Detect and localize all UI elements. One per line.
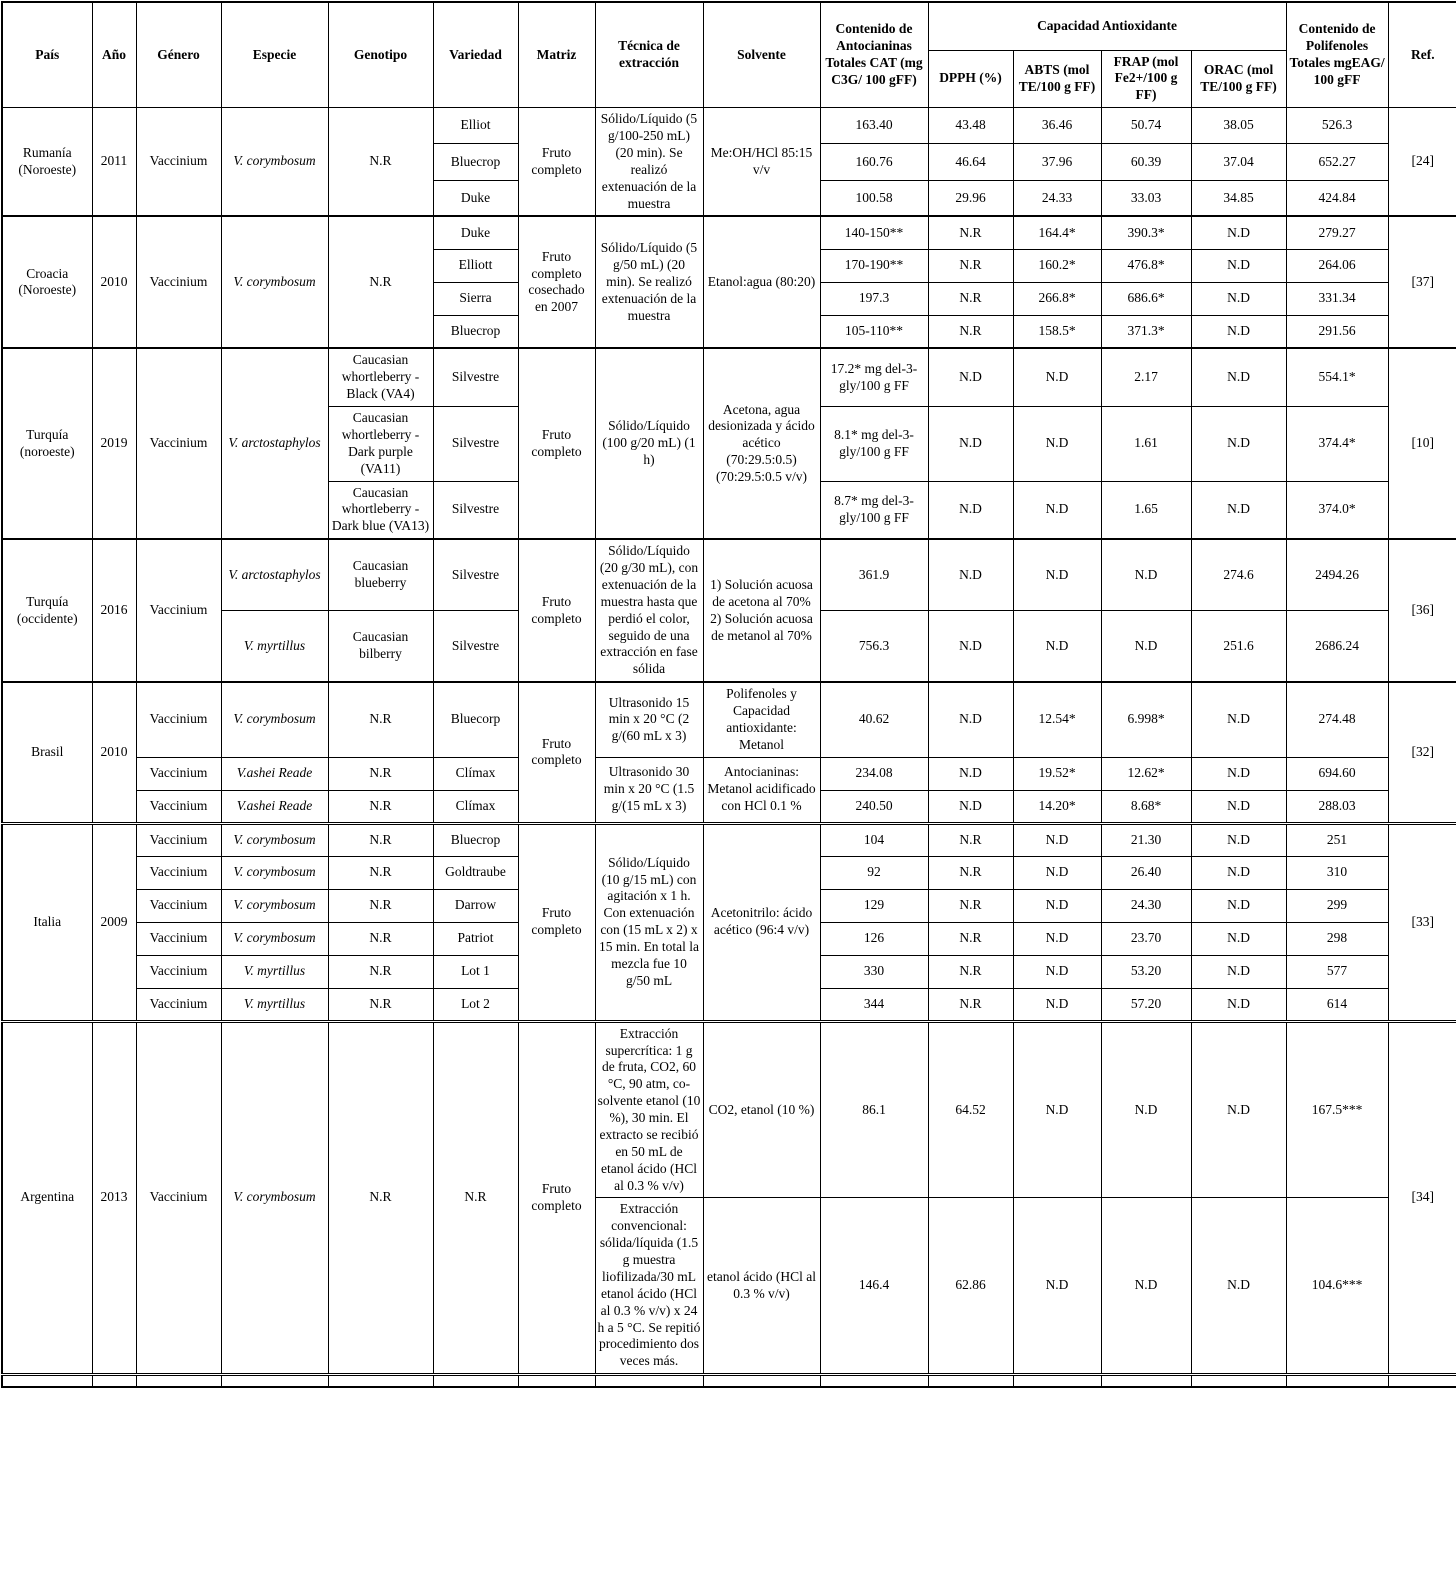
cell-matriz: Fruto completo xyxy=(518,348,595,539)
header-ano: Año xyxy=(92,2,136,108)
cell-cat: 756.3 xyxy=(820,611,928,683)
cell-dpph: N.R xyxy=(928,249,1013,282)
cell-orac: 274.6 xyxy=(1191,539,1286,611)
cell-orac: N.D xyxy=(1191,1021,1286,1198)
cell-especie: V. arctostaphylos xyxy=(221,539,328,611)
cell-ref: [10] xyxy=(1388,348,1456,539)
cell-especie: V. corymbosum xyxy=(221,108,328,217)
cell-cat: 146.4 xyxy=(820,1198,928,1375)
cell-variedad: Silvestre xyxy=(433,407,518,482)
cell-genotipo: N.R xyxy=(328,108,433,217)
cell-polifenoles: 374.4* xyxy=(1286,407,1388,482)
cell-cat: 170-190** xyxy=(820,249,928,282)
cell-variedad: Bluecrop xyxy=(433,315,518,348)
cell-dpph: N.D xyxy=(928,611,1013,683)
cell-cat: 100.58 xyxy=(820,180,928,216)
cell-orac: N.D xyxy=(1191,856,1286,889)
cell-polifenoles: 310 xyxy=(1286,856,1388,889)
cell-genotipo: N.R xyxy=(328,216,433,348)
cell-dpph: N.D xyxy=(928,407,1013,482)
cell-frap: 26.40 xyxy=(1101,856,1191,889)
cell-pais: Turquía (occidente) xyxy=(2,539,92,682)
cell-abts: N.D xyxy=(1013,1198,1101,1375)
cell-cat: 163.40 xyxy=(820,108,928,144)
header-orac: ORAC (mol TE/100 g FF) xyxy=(1191,50,1286,108)
cell-genotipo: Caucasian whortleberry - Black (VA4) xyxy=(328,348,433,406)
cell-orac xyxy=(1191,1375,1286,1387)
cell-abts: N.D xyxy=(1013,1021,1101,1198)
cell-ref xyxy=(1388,1375,1456,1387)
cell-dpph: N.D xyxy=(928,348,1013,406)
cell-genero: Vaccinium xyxy=(136,955,221,988)
cell-dpph: N.R xyxy=(928,216,1013,249)
cell-dpph: N.R xyxy=(928,955,1013,988)
antioxidant-review-table xyxy=(1,1,1456,1388)
cell-polifenoles: 274.48 xyxy=(1286,682,1388,757)
cell-especie: V. corymbosum xyxy=(221,216,328,348)
cell-frap: 50.74 xyxy=(1101,108,1191,144)
cell-polifenoles: 331.34 xyxy=(1286,282,1388,315)
cell-especie: V. corymbosum xyxy=(221,682,328,757)
cell-especie: V. arctostaphylos xyxy=(221,348,328,539)
cell-orac: N.D xyxy=(1191,757,1286,790)
cell-genero: Vaccinium xyxy=(136,988,221,1021)
cell-abts: N.D xyxy=(1013,481,1101,539)
cell-solvente: Acetonitrilo: ácido acético (96:4 v/v) xyxy=(703,823,820,1021)
cell-abts: 37.96 xyxy=(1013,144,1101,180)
cell-especie: V. myrtillus xyxy=(221,955,328,988)
cell-abts: 266.8* xyxy=(1013,282,1101,315)
cell-cat: 330 xyxy=(820,955,928,988)
cell-ano xyxy=(92,1375,136,1387)
cell-abts: N.D xyxy=(1013,823,1101,856)
cell-variedad: Patriot xyxy=(433,922,518,955)
cell-dpph: N.R xyxy=(928,856,1013,889)
cell-genero: Vaccinium xyxy=(136,216,221,348)
cell-abts: 14.20* xyxy=(1013,790,1101,823)
cell-ano: 2010 xyxy=(92,682,136,823)
cell-frap: 12.62* xyxy=(1101,757,1191,790)
cell-genero: Vaccinium xyxy=(136,539,221,682)
cell-solvente: CO2, etanol (10 %) xyxy=(703,1021,820,1198)
cell-variedad: Bluecrop xyxy=(433,144,518,180)
cell-cat: 92 xyxy=(820,856,928,889)
cell-genero xyxy=(136,1375,221,1387)
cell-polifenoles: 614 xyxy=(1286,988,1388,1021)
cell-genotipo: N.R xyxy=(328,757,433,790)
cell-solvente: Polifenoles y Capacidad antioxidante: Metanol xyxy=(703,682,820,757)
table-row xyxy=(2,108,1456,144)
cell-frap: 371.3* xyxy=(1101,315,1191,348)
cell-cat: 8.1* mg del-3-gly/100 g FF xyxy=(820,407,928,482)
header-especie: Especie xyxy=(221,2,328,108)
cell-polifenoles: 264.06 xyxy=(1286,249,1388,282)
cell-abts: N.D xyxy=(1013,348,1101,406)
cell-ano: 2010 xyxy=(92,216,136,348)
cell-especie: V. corymbosum xyxy=(221,922,328,955)
cell-solvente: Antocianinas: Metanol acidificado con HCl 0.1 % xyxy=(703,757,820,823)
cell-genotipo: N.R xyxy=(328,1021,433,1375)
cell-genero: Vaccinium xyxy=(136,1021,221,1375)
cell-tecnica: Sólido/Líquido (5 g/50 mL) (20 min). Se realizó extenuación de la muestra xyxy=(595,216,703,348)
cell-orac: N.D xyxy=(1191,216,1286,249)
cell-pais xyxy=(2,1375,92,1387)
cell-tecnica xyxy=(595,1375,703,1387)
cell-solvente: 1) Solución acuosa de acetona al 70% 2) Solución acuosa de metanol al 70% xyxy=(703,539,820,682)
table-row xyxy=(2,2,1456,50)
cell-variedad: Darrow xyxy=(433,889,518,922)
cell-pais: Croacia (Noroeste) xyxy=(2,216,92,348)
cell-especie: V. myrtillus xyxy=(221,611,328,683)
cell-cat: 361.9 xyxy=(820,539,928,611)
cell-abts: 160.2* xyxy=(1013,249,1101,282)
cell-tecnica: Sólido/Líquido (100 g/20 mL) (1 h) xyxy=(595,348,703,539)
cell-ano: 2013 xyxy=(92,1021,136,1375)
cell-orac: N.D xyxy=(1191,955,1286,988)
table-row xyxy=(2,348,1456,406)
cell-polifenoles: 694.60 xyxy=(1286,757,1388,790)
cell-polifenoles: 167.5*** xyxy=(1286,1021,1388,1198)
cell-genotipo: N.R xyxy=(328,856,433,889)
cell-polifenoles: 299 xyxy=(1286,889,1388,922)
header-frap: FRAP (mol Fe2+/100 g FF) xyxy=(1101,50,1191,108)
cell-polifenoles: 526.3 xyxy=(1286,108,1388,144)
cell-cat: 344 xyxy=(820,988,928,1021)
cell-frap: 24.30 xyxy=(1101,889,1191,922)
cell-especie: V. corymbosum xyxy=(221,856,328,889)
cell-genotipo: N.R xyxy=(328,823,433,856)
cell-pais: Italia xyxy=(2,823,92,1021)
header-capacidad-antioxidante: Capacidad Antioxidante xyxy=(928,2,1286,50)
cell-orac: N.D xyxy=(1191,1198,1286,1375)
cell-dpph xyxy=(928,1375,1013,1387)
cell-orac: N.D xyxy=(1191,790,1286,823)
cell-frap: 57.20 xyxy=(1101,988,1191,1021)
cell-solvente xyxy=(703,1375,820,1387)
header-dpph: DPPH (%) xyxy=(928,50,1013,108)
cell-genero: Vaccinium xyxy=(136,790,221,823)
cell-dpph: N.D xyxy=(928,757,1013,790)
header-polifenoles: Contenido de Polifenoles Totales mgEAG/ 100 gFF xyxy=(1286,2,1388,108)
cell-ano: 2009 xyxy=(92,823,136,1021)
cell-dpph: 29.96 xyxy=(928,180,1013,216)
table-row xyxy=(2,1375,1456,1387)
cell-especie: V. corymbosum xyxy=(221,823,328,856)
header-genero: Género xyxy=(136,2,221,108)
cell-polifenoles: 288.03 xyxy=(1286,790,1388,823)
cell-especie: V. corymbosum xyxy=(221,889,328,922)
cell-variedad: Silvestre xyxy=(433,348,518,406)
cell-genotipo: N.R xyxy=(328,682,433,757)
cell-dpph: N.R xyxy=(928,315,1013,348)
cell-orac: N.D xyxy=(1191,922,1286,955)
cell-genotipo: Caucasian blueberry xyxy=(328,539,433,611)
cell-variedad: Clímax xyxy=(433,790,518,823)
table-row xyxy=(2,682,1456,757)
cell-tecnica: Sólido/Líquido (10 g/15 mL) con agitación x 1 h. Con extenuación con (15 mL x 2) x 15 min. En total la mezcla fue 10 g/50 mL xyxy=(595,823,703,1021)
cell-cat: 197.3 xyxy=(820,282,928,315)
cell-frap: 8.68* xyxy=(1101,790,1191,823)
cell-cat xyxy=(820,1375,928,1387)
cell-orac: N.D xyxy=(1191,823,1286,856)
cell-abts: N.D xyxy=(1013,955,1101,988)
cell-dpph: N.R xyxy=(928,889,1013,922)
cell-frap xyxy=(1101,1375,1191,1387)
cell-orac: N.D xyxy=(1191,481,1286,539)
cell-matriz: Fruto completo xyxy=(518,108,595,217)
cell-genero: Vaccinium xyxy=(136,922,221,955)
cell-polifenoles: 251 xyxy=(1286,823,1388,856)
cell-abts: N.D xyxy=(1013,611,1101,683)
cell-variedad: Silvestre xyxy=(433,539,518,611)
cell-abts: N.D xyxy=(1013,889,1101,922)
cell-variedad: Bluecrop xyxy=(433,823,518,856)
cell-frap: 1.65 xyxy=(1101,481,1191,539)
header-solvente: Solvente xyxy=(703,2,820,108)
cell-genotipo: Caucasian whortleberry - Dark blue (VA13) xyxy=(328,481,433,539)
cell-cat: 104 xyxy=(820,823,928,856)
cell-frap: 60.39 xyxy=(1101,144,1191,180)
cell-polifenoles: 2686.24 xyxy=(1286,611,1388,683)
cell-ref: [33] xyxy=(1388,823,1456,1021)
cell-ano: 2016 xyxy=(92,539,136,682)
cell-cat: 240.50 xyxy=(820,790,928,823)
cell-matriz: Fruto completo xyxy=(518,539,595,682)
cell-variedad: Duke xyxy=(433,216,518,249)
cell-solvente: Acetona, agua desionizada y ácido acético (70:29.5:0.5) (70:29.5:0.5 v/v) xyxy=(703,348,820,539)
cell-frap: 21.30 xyxy=(1101,823,1191,856)
cell-dpph: N.R xyxy=(928,922,1013,955)
cell-matriz: Fruto completo xyxy=(518,682,595,823)
header-matriz: Matriz xyxy=(518,2,595,108)
header-variedad: Variedad xyxy=(433,2,518,108)
cell-frap: N.D xyxy=(1101,539,1191,611)
table-row xyxy=(2,757,1456,790)
header-cat: Contenido de Antocianinas Totales CAT (mg C3G/ 100 gFF) xyxy=(820,2,928,108)
cell-frap: N.D xyxy=(1101,1198,1191,1375)
cell-frap: 33.03 xyxy=(1101,180,1191,216)
cell-genero: Vaccinium xyxy=(136,108,221,217)
cell-polifenoles xyxy=(1286,1375,1388,1387)
cell-tecnica: Extracción convencional: sólida/líquida (1.5 g muestra liofilizada/30 mL etanol ácido (HCl al 0.3 % v/v) x 24 h a 5 °C. Se repitió procedimiento dos veces más. xyxy=(595,1198,703,1375)
cell-genero: Vaccinium xyxy=(136,856,221,889)
cell-ano: 2011 xyxy=(92,108,136,217)
table-row xyxy=(2,1021,1456,1198)
cell-ref: [36] xyxy=(1388,539,1456,682)
cell-frap: 2.17 xyxy=(1101,348,1191,406)
cell-variedad: Sierra xyxy=(433,282,518,315)
cell-dpph: N.D xyxy=(928,682,1013,757)
cell-dpph: N.R xyxy=(928,282,1013,315)
cell-genotipo: N.R xyxy=(328,790,433,823)
cell-orac: 34.85 xyxy=(1191,180,1286,216)
cell-dpph: 64.52 xyxy=(928,1021,1013,1198)
cell-genero: Vaccinium xyxy=(136,889,221,922)
cell-pais: Brasil xyxy=(2,682,92,823)
cell-polifenoles: 424.84 xyxy=(1286,180,1388,216)
cell-frap: 53.20 xyxy=(1101,955,1191,988)
cell-abts: 164.4* xyxy=(1013,216,1101,249)
cell-pais: Argentina xyxy=(2,1021,92,1375)
cell-variedad: Duke xyxy=(433,180,518,216)
cell-orac: N.D xyxy=(1191,249,1286,282)
header-tecnica: Técnica de extracción xyxy=(595,2,703,108)
cell-polifenoles: 2494.26 xyxy=(1286,539,1388,611)
cell-cat: 234.08 xyxy=(820,757,928,790)
cell-cat: 129 xyxy=(820,889,928,922)
cell-polifenoles: 652.27 xyxy=(1286,144,1388,180)
cell-orac: N.D xyxy=(1191,315,1286,348)
cell-dpph: N.D xyxy=(928,481,1013,539)
cell-dpph: 62.86 xyxy=(928,1198,1013,1375)
cell-genotipo: Caucasian bilberry xyxy=(328,611,433,683)
cell-genotipo: Caucasian whortleberry - Dark purple (VA11) xyxy=(328,407,433,482)
cell-orac: N.D xyxy=(1191,407,1286,482)
cell-abts: N.D xyxy=(1013,856,1101,889)
cell-orac: N.D xyxy=(1191,282,1286,315)
cell-frap: 390.3* xyxy=(1101,216,1191,249)
cell-variedad: Silvestre xyxy=(433,481,518,539)
cell-genotipo: N.R xyxy=(328,955,433,988)
cell-polifenoles: 279.27 xyxy=(1286,216,1388,249)
cell-abts: 36.46 xyxy=(1013,108,1101,144)
cell-abts: 12.54* xyxy=(1013,682,1101,757)
cell-tecnica: Ultrasonido 15 min x 20 °C (2 g/(60 mL x 3) xyxy=(595,682,703,757)
cell-matriz: Fruto completo xyxy=(518,823,595,1021)
cell-polifenoles: 554.1* xyxy=(1286,348,1388,406)
header-pais: País xyxy=(2,2,92,108)
cell-ano: 2019 xyxy=(92,348,136,539)
cell-pais: Rumanía (Noroeste) xyxy=(2,108,92,217)
cell-abts: N.D xyxy=(1013,922,1101,955)
cell-abts: N.D xyxy=(1013,407,1101,482)
cell-frap: 23.70 xyxy=(1101,922,1191,955)
header-ref: Ref. xyxy=(1388,2,1456,108)
cell-orac: 37.04 xyxy=(1191,144,1286,180)
cell-especie: V. myrtillus xyxy=(221,988,328,1021)
cell-variedad: Silvestre xyxy=(433,611,518,683)
table-row xyxy=(2,539,1456,611)
cell-genero: Vaccinium xyxy=(136,348,221,539)
header-abts: ABTS (mol TE/100 g FF) xyxy=(1013,50,1101,108)
cell-especie xyxy=(221,1375,328,1387)
cell-variedad: Lot 1 xyxy=(433,955,518,988)
cell-cat: 126 xyxy=(820,922,928,955)
cell-genotipo: N.R xyxy=(328,988,433,1021)
cell-genotipo xyxy=(328,1375,433,1387)
cell-ref: [34] xyxy=(1388,1021,1456,1375)
cell-frap: 1.61 xyxy=(1101,407,1191,482)
cell-variedad: Bluecorp xyxy=(433,682,518,757)
cell-genotipo: N.R xyxy=(328,922,433,955)
cell-frap: 6.998* xyxy=(1101,682,1191,757)
cell-dpph: 46.64 xyxy=(928,144,1013,180)
cell-variedad: Elliott xyxy=(433,249,518,282)
cell-tecnica: Sólido/Líquido (5 g/100-250 mL) (20 min). Se realizó extenuación de la muestra xyxy=(595,108,703,217)
cell-abts xyxy=(1013,1375,1101,1387)
cell-frap: 476.8* xyxy=(1101,249,1191,282)
cell-ref: [32] xyxy=(1388,682,1456,823)
cell-matriz: Fruto completo cosechado en 2007 xyxy=(518,216,595,348)
cell-ref: [37] xyxy=(1388,216,1456,348)
cell-variedad xyxy=(433,1375,518,1387)
cell-dpph: N.D xyxy=(928,539,1013,611)
cell-genero: Vaccinium xyxy=(136,682,221,757)
cell-variedad: Elliot xyxy=(433,108,518,144)
cell-frap: N.D xyxy=(1101,611,1191,683)
cell-pais: Turquía (noroeste) xyxy=(2,348,92,539)
header-genotipo: Genotipo xyxy=(328,2,433,108)
cell-frap: N.D xyxy=(1101,1021,1191,1198)
cell-frap: 686.6* xyxy=(1101,282,1191,315)
cell-matriz: Fruto completo xyxy=(518,1021,595,1375)
cell-polifenoles: 104.6*** xyxy=(1286,1198,1388,1375)
cell-tecnica: Ultrasonido 30 min x 20 °C (1.5 g/(15 mL x 3) xyxy=(595,757,703,823)
cell-abts: 19.52* xyxy=(1013,757,1101,790)
table-row xyxy=(2,823,1456,856)
cell-orac: 38.05 xyxy=(1191,108,1286,144)
cell-orac: N.D xyxy=(1191,988,1286,1021)
cell-cat: 86.1 xyxy=(820,1021,928,1198)
cell-variedad: Clímax xyxy=(433,757,518,790)
cell-orac: N.D xyxy=(1191,348,1286,406)
cell-especie: V. corymbosum xyxy=(221,1021,328,1375)
cell-abts: N.D xyxy=(1013,539,1101,611)
cell-especie: V.ashei Reade xyxy=(221,790,328,823)
cell-tecnica: Extracción supercrítica: 1 g de fruta, CO2, 60 °C, 90 atm, co-solvente etanol (10 %), 30 min. El extracto se recibió en 50 mL de etanol ácido (HCl al 0.3 % v/v) xyxy=(595,1021,703,1198)
cell-cat: 160.76 xyxy=(820,144,928,180)
cell-abts: 24.33 xyxy=(1013,180,1101,216)
cell-orac: N.D xyxy=(1191,682,1286,757)
cell-orac: N.D xyxy=(1191,889,1286,922)
cell-dpph: N.D xyxy=(928,790,1013,823)
cell-polifenoles: 577 xyxy=(1286,955,1388,988)
cell-cat: 40.62 xyxy=(820,682,928,757)
cell-tecnica: Sólido/Líquido (20 g/30 mL), con extenuación de la muestra hasta que perdió el color, seguido de una extracción en fase sólida xyxy=(595,539,703,682)
cell-cat: 8.7* mg del-3-gly/100 g FF xyxy=(820,481,928,539)
cell-ref: [24] xyxy=(1388,108,1456,217)
cell-genero: Vaccinium xyxy=(136,757,221,790)
cell-abts: 158.5* xyxy=(1013,315,1101,348)
cell-dpph: N.R xyxy=(928,988,1013,1021)
cell-dpph: N.R xyxy=(928,823,1013,856)
cell-cat: 17.2* mg del-3-gly/100 g FF xyxy=(820,348,928,406)
cell-dpph: 43.48 xyxy=(928,108,1013,144)
cell-polifenoles: 298 xyxy=(1286,922,1388,955)
cell-polifenoles: 374.0* xyxy=(1286,481,1388,539)
cell-variedad: Goldtraube xyxy=(433,856,518,889)
cell-variedad: N.R xyxy=(433,1021,518,1375)
cell-abts: N.D xyxy=(1013,988,1101,1021)
cell-matriz xyxy=(518,1375,595,1387)
cell-solvente: Etanol:agua (80:20) xyxy=(703,216,820,348)
cell-solvente: Me:OH/HCl 85:15 v/v xyxy=(703,108,820,217)
cell-orac: 251.6 xyxy=(1191,611,1286,683)
cell-variedad: Lot 2 xyxy=(433,988,518,1021)
cell-solvente: etanol ácido (HCl al 0.3 % v/v) xyxy=(703,1198,820,1375)
cell-polifenoles: 291.56 xyxy=(1286,315,1388,348)
cell-genotipo: N.R xyxy=(328,889,433,922)
cell-genero: Vaccinium xyxy=(136,823,221,856)
table-row xyxy=(2,216,1456,249)
cell-cat: 140-150** xyxy=(820,216,928,249)
cell-especie: V.ashei Reade xyxy=(221,757,328,790)
cell-cat: 105-110** xyxy=(820,315,928,348)
